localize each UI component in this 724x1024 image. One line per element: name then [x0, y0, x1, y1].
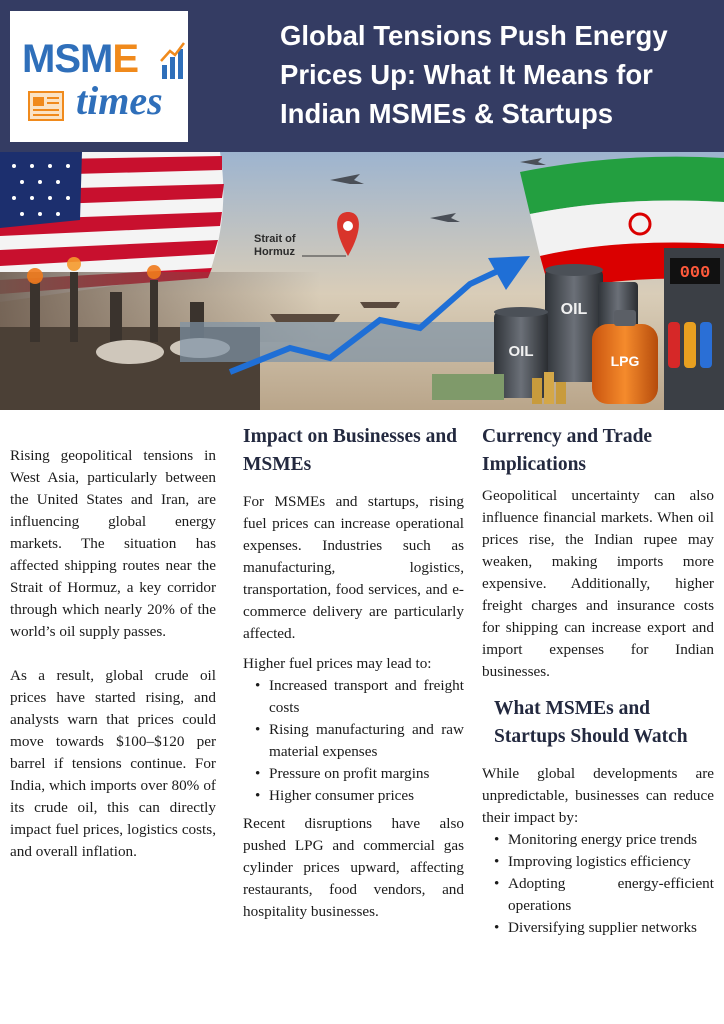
intro-paragraph-1: Rising geopolitical tensions in West Asia, particularly between the United States and Iran, are influencing global energy markets. The situation has affected shipping routes near the Strait of Hormuz, a key corridor through which nearly 20% of the world’s oil supply passes. [10, 447, 216, 640]
list-item: • Adopting energy-efficient operations [494, 873, 714, 917]
intro-paragraph-2: As a result, global crude oil prices have started rising, and analysts warn that prices could move towards $100–$120 per barrel if tensions continue. For India, which imports over 80% of its crude oil, this can directly impact fuel prices, logistics costs, and overall inflation. [10, 667, 216, 860]
impact-list [255, 675, 464, 807]
list-item: • Rising manufacturing and raw material expenses [255, 719, 464, 763]
watch-heading: What MSMEs and Startups Should Watch [494, 698, 688, 747]
msme-times-logo[interactable] [10, 11, 188, 142]
cylinder-label: LPG [610, 353, 640, 369]
logo-times-text: times [76, 78, 163, 123]
currency-heading: Currency and Trade Implications [482, 426, 653, 475]
hero-illustration [0, 152, 724, 410]
list-item: • Higher consumer prices [255, 785, 464, 807]
watch-list [494, 829, 714, 939]
barrel-label-2: OIL [508, 343, 534, 360]
strait-label-line2: Hormuz [254, 246, 295, 258]
list-item: • Improving logistics efficiency [494, 851, 714, 873]
logo-wordmark: MSME [22, 37, 139, 81]
impact-heading: Impact on Businesses and MSMEs [243, 426, 458, 475]
strait-label-line1: Strait of [254, 233, 296, 245]
page-title: Global Tensions Push Energy Prices Up: What It Means for Indian MSMEs & Startups [280, 20, 668, 129]
header-banner [0, 0, 724, 152]
barrel-label-1: OIL [560, 301, 588, 318]
currency-column [482, 423, 714, 939]
currency-paragraph: Geopolitical uncertainty can also influence financial markets. When oil prices rise, the Indian rupee may weaken, making imports more expensive. Additionally, higher freight charges and insurance costs for shipping can increase export and import expenses for Indian businesses. [482, 487, 714, 680]
impact-paragraph-2: Recent disruptions have also pushed LPG and commercial gas cylinder prices upward, affecting restaurants, food vendors, and hospitality businesses. [243, 815, 464, 920]
list-item: • Increased transport and freight costs [255, 675, 464, 719]
pump-display: 000 [679, 264, 711, 283]
bar-graph-icon [160, 41, 186, 81]
intro-column [10, 445, 216, 863]
list-item: • Pressure on profit margins [255, 763, 464, 785]
impact-lead: Higher fuel prices may lead to: [243, 655, 432, 672]
list-item: • Diversifying supplier networks [494, 917, 714, 939]
impact-column [243, 423, 464, 923]
newspaper-icon [26, 89, 66, 123]
watch-lead: While global developments are unpredictable, businesses can reduce their impact by: [482, 765, 714, 826]
list-item: • Monitoring energy price trends [494, 829, 714, 851]
impact-paragraph-1: For MSMEs and startups, rising fuel prices can increase operational expenses. Industries such as manufacturing, logistics, transportation, food services, and e-commerce delivery are particularly affected. [243, 493, 464, 642]
